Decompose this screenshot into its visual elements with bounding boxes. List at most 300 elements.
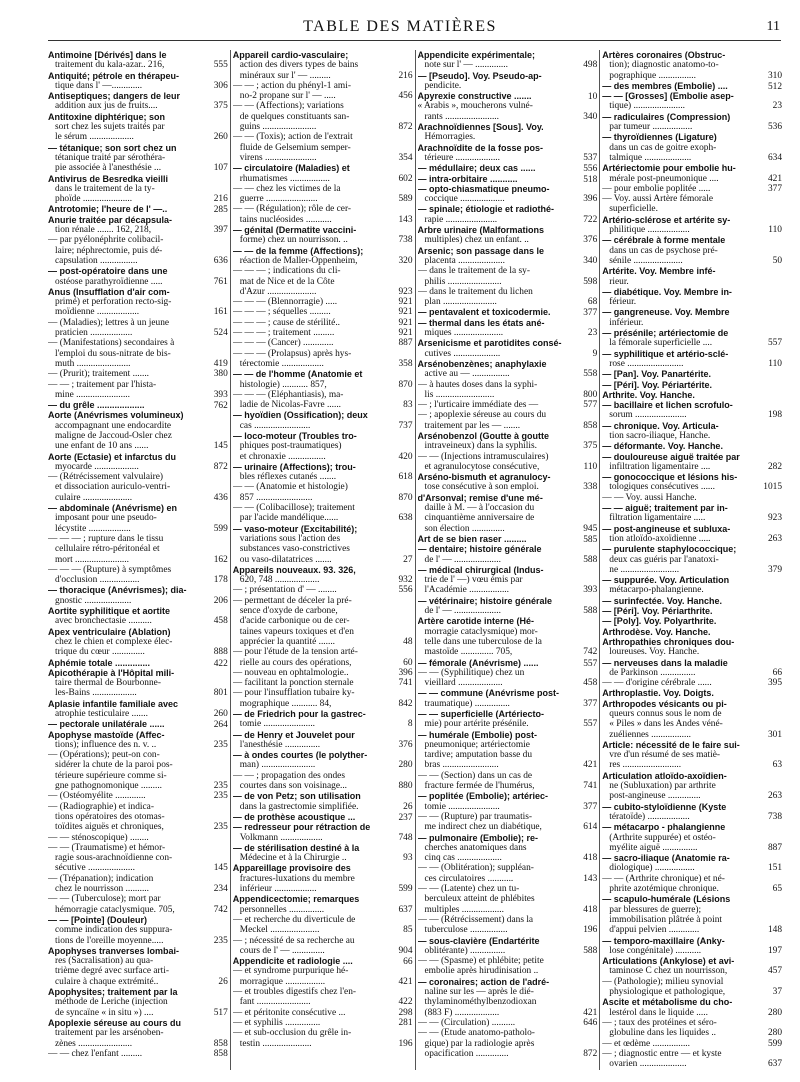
index-entry <box>418 81 598 91</box>
index-entry <box>48 431 228 441</box>
entry-text: — par pyélonéphrite colibacil- <box>48 235 164 246</box>
entry-text: — vaso-moteur (Excitabilité); <box>232 523 358 534</box>
index-entry <box>418 153 598 163</box>
index-entry <box>418 266 598 276</box>
index-entry <box>48 482 228 492</box>
entry-page: 151 <box>767 863 782 874</box>
index-entry <box>233 544 413 554</box>
entry-page: 60 <box>403 657 413 668</box>
index-entry <box>48 606 228 616</box>
index-entry <box>602 781 782 791</box>
entry-text: Apophyse mastoïde (Affec- <box>48 729 165 740</box>
entry-text: — — — (Blennorragie) ..... <box>232 297 338 308</box>
entry-page: 870 <box>398 379 413 390</box>
entry-text: coccique ................... <box>424 194 505 205</box>
entry-text: — [Péri]. Voy. Périarthrite. <box>602 606 713 617</box>
entry-text: note sur l' — .............. <box>424 60 508 71</box>
entry-text: naline sur les — après le dié- <box>424 987 534 998</box>
index-entry <box>418 606 598 616</box>
entry-text: courtes dans son voisinage... <box>239 781 348 792</box>
entry-text: opacification .............. <box>424 1048 509 1059</box>
index-entry <box>48 699 228 709</box>
entry-text: sort chez les sujets traités par <box>55 122 165 133</box>
entry-text: capsulation ................ <box>55 255 138 266</box>
entry-text: tardive; amputation basse du <box>424 750 533 761</box>
entry-page: 870 <box>398 492 413 503</box>
entry-page: 921 <box>398 317 413 328</box>
entry-text: — à ondes courtes (le polyther- <box>232 750 368 761</box>
entry-page: 722 <box>583 214 598 225</box>
entry-page: 393 <box>213 389 228 400</box>
entry-page: 377 <box>583 698 598 709</box>
index-entry <box>233 421 413 431</box>
index-entry <box>602 616 782 626</box>
index-entry <box>602 256 782 266</box>
index-entry <box>48 905 228 915</box>
entry-page: 306 <box>213 80 228 91</box>
entry-page: 260 <box>213 132 228 143</box>
index-entry <box>48 946 228 956</box>
entry-text: — [Péri]. Voy. Périartérite. <box>602 379 712 390</box>
entry-page: 10 <box>587 92 598 102</box>
entry-text: morragique ................. <box>239 976 326 987</box>
entry-text: guins ....................... <box>239 122 317 133</box>
index-entry <box>418 143 598 153</box>
entry-text: apprécier la quantité ....... <box>239 636 336 647</box>
entry-page: 762 <box>213 401 228 411</box>
index-entry <box>233 359 413 369</box>
entry-page: 419 <box>213 358 228 369</box>
index-entry <box>602 503 782 513</box>
index-entry <box>602 462 782 472</box>
index-entry <box>602 1028 782 1038</box>
entry-text: telle dans une tuberculose de la <box>424 636 542 647</box>
entry-text: Apophyses tranverses lombai- <box>48 945 180 956</box>
index-entry <box>418 122 598 132</box>
entry-text: — — — ; rupture dans le tissu <box>48 533 164 544</box>
index-entry <box>418 534 598 544</box>
index-entry <box>418 390 598 400</box>
index-entry <box>48 132 228 142</box>
index-entry <box>602 421 782 431</box>
entry-page: 198 <box>767 410 782 421</box>
index-entry <box>602 163 782 173</box>
index-entry <box>418 966 598 976</box>
entry-text: substances vaso-constrictives <box>239 544 350 555</box>
entry-text: — chronique. Voy. Articula- <box>602 420 719 431</box>
entry-page: 310 <box>767 70 782 81</box>
entry-page: 557 <box>583 719 598 730</box>
entry-text: Arsénobenzènes; anaphylaxie <box>417 358 547 369</box>
index-entry <box>233 699 413 709</box>
entry-text: et chronaxie ................ <box>239 451 326 462</box>
index-entry <box>233 606 413 616</box>
index-entry <box>418 802 598 812</box>
entry-text: — ; apoplexie séreuse au cours du <box>417 410 547 421</box>
entry-text: — (Manifestations) secondaires à <box>48 338 175 349</box>
entry-text: — et syndrome purpurique hé- <box>232 966 349 977</box>
entry-text: — circulatoire (Maladies) et <box>232 163 350 174</box>
entry-page: 377 <box>583 801 598 812</box>
index-entry <box>233 688 413 698</box>
index-entry <box>602 112 782 122</box>
entry-text: mat de Nice et de la Côte <box>239 276 335 287</box>
index-entry <box>418 771 598 781</box>
entry-text: la fémorale superficielle .... <box>609 338 713 349</box>
entry-text: cas ........................ <box>239 420 311 431</box>
index-entry <box>48 719 228 729</box>
entry-page: 888 <box>213 647 228 658</box>
entry-text: — surinfectée. Voy. Hanche. <box>602 595 722 606</box>
entry-text: pographique ................ <box>609 70 696 81</box>
index-entry <box>418 575 598 585</box>
index-entry <box>418 225 598 235</box>
index-entry <box>48 277 228 287</box>
index-entry <box>48 235 228 245</box>
entry-text: Appendicite expérimentale; <box>417 50 536 60</box>
index-entry <box>418 833 598 843</box>
entry-page: 577 <box>583 400 598 411</box>
index-entry <box>418 544 598 554</box>
entry-text: térieure ................... <box>424 152 500 163</box>
entry-text: fant ....................... <box>239 997 311 1008</box>
entry-text: — pentavalent et toxicodermie. <box>417 307 551 318</box>
entry-text: fracture fermée de l'humérus, <box>424 781 535 792</box>
entry-page: 858 <box>213 1038 228 1049</box>
entry-text: — médullaire; deux cas ...... <box>417 163 536 174</box>
entry-text: queurs connus sous le nom de <box>609 709 722 719</box>
entry-text: tion); diagnostic anatomo-to- <box>609 60 719 71</box>
entry-text: d'acide carbonique ou de cer- <box>239 616 350 627</box>
entry-text: pie associée à l'anesthésie ... <box>55 163 162 174</box>
entry-text: Antivirus de Besredka vieilli <box>48 173 169 184</box>
index-entry <box>233 380 413 390</box>
index-entry <box>48 802 228 812</box>
entry-text: ragie sous-arachnoïdienne con- <box>55 853 173 864</box>
entry-page: 148 <box>767 925 782 936</box>
entry-page: 1015 <box>763 482 782 493</box>
entry-page: 66 <box>772 667 782 678</box>
index-entry <box>233 277 413 287</box>
entry-text: — de stérilisation destiné à la <box>232 842 360 853</box>
entry-text: — ; présentation d' — ........ <box>232 585 337 596</box>
index-entry <box>418 462 598 472</box>
entry-text: — — (Circulation) .......... <box>417 1017 516 1028</box>
entry-page: 397 <box>213 225 228 236</box>
index-entry <box>602 307 782 317</box>
index-entry <box>233 925 413 935</box>
entry-text: sécutive .................... <box>55 863 135 874</box>
entry-page: 599 <box>767 1038 782 1049</box>
index-entry <box>418 565 598 575</box>
entry-text: tions opératoires des otomas- <box>55 811 165 822</box>
entry-text: lécystite .................. <box>55 523 131 534</box>
entry-text: vre d'un résumé de ses matiè- <box>609 750 721 761</box>
index-entry <box>48 71 228 81</box>
index-entry <box>48 215 228 225</box>
entry-page: 557 <box>767 338 782 349</box>
index-entry <box>48 936 228 946</box>
index-entry <box>602 740 782 750</box>
entry-text: Anurie traitée par décapsula- <box>48 214 173 225</box>
index-entry <box>233 441 413 451</box>
entry-text: — bacillaire et lichen scrofulo- <box>602 400 733 411</box>
entry-page: 375 <box>583 441 598 452</box>
entry-text: Article: nécessité de le faire sui- <box>602 739 740 750</box>
entry-text: — (Trépanation); indication <box>48 873 154 884</box>
index-entry <box>418 204 598 214</box>
entry-text: active au — ................ <box>424 369 510 380</box>
entry-text: — post-opératoire dans une <box>48 266 168 277</box>
entry-text: tose consécutive à son emploi. <box>424 482 539 493</box>
index-entry <box>48 369 228 379</box>
index-entry <box>48 112 228 122</box>
entry-text: l'anesthésie ............... <box>239 739 321 750</box>
entry-text: tologiques consécutives ...... <box>609 482 715 493</box>
index-entry <box>48 884 228 894</box>
entry-text: — (Radiographie) et indica- <box>48 801 154 812</box>
entry-page: 458 <box>583 678 598 689</box>
index-entry <box>602 966 782 976</box>
index-entry <box>48 658 228 668</box>
entry-page: 280 <box>398 760 413 771</box>
index-entry <box>233 565 413 575</box>
entry-page: 379 <box>767 564 782 575</box>
index-entry <box>418 740 598 750</box>
entry-text: ne ......................... <box>609 564 680 575</box>
index-entry <box>602 760 782 770</box>
index-entry <box>602 235 782 245</box>
index-entry <box>48 740 228 750</box>
entry-text: tains nucléosides ........... <box>239 214 332 225</box>
index-entry <box>602 894 782 904</box>
index-entry <box>48 174 228 184</box>
index-entry <box>233 822 413 832</box>
entry-page: 422 <box>213 658 228 668</box>
entry-text: taines vapeurs toxiques et d'en <box>239 626 354 637</box>
entry-text: Aorte (Ectasie) et infarctus du <box>48 451 177 462</box>
entry-text: Arthroplastie. Voy. Doigts. <box>602 688 714 699</box>
entry-page: 524 <box>213 328 228 339</box>
entry-text: — ; diagnostic entre — et kyste <box>602 1048 722 1059</box>
entry-text: — ; nécessité de sa recherche au <box>232 935 355 946</box>
entry-text: — thyroïdiennes (Ligature) <box>602 132 717 143</box>
index-entry <box>48 1049 228 1059</box>
entry-page: 216 <box>213 194 228 205</box>
entry-page: 377 <box>767 183 782 194</box>
entry-text: Antitoxine diphtérique; son <box>48 111 165 122</box>
entry-text: fluide de Gelsemium semper- <box>239 142 351 153</box>
index-entry <box>418 936 598 946</box>
entry-page: 418 <box>583 853 598 864</box>
entry-text: mine ....................... <box>55 389 130 400</box>
entry-page: 280 <box>767 1028 782 1039</box>
entry-page: 396 <box>583 194 598 205</box>
entry-page: 872 <box>398 122 413 133</box>
entry-text: placenta .................... <box>424 255 505 266</box>
entry-page: 458 <box>213 616 228 627</box>
entry-text: — thoracique (Anévrismes); dia- <box>48 585 187 596</box>
entry-text: traumatique) ............... <box>424 698 510 709</box>
entry-page: 237 <box>398 812 413 823</box>
entry-text: me indirect chez un diabétique, <box>424 822 542 833</box>
index-entry <box>418 513 598 523</box>
entry-text: (883 F) ................... <box>424 1007 500 1018</box>
entry-text: multiples .................. <box>424 904 504 915</box>
entry-page: 741 <box>583 781 598 792</box>
index-entry <box>233 668 413 678</box>
entry-text: — et syphilis ............... <box>232 1017 321 1028</box>
entry-page: 737 <box>398 420 413 431</box>
index-entry <box>418 441 598 451</box>
index-entry <box>233 462 413 472</box>
entry-text: Volkmann .................. <box>239 832 323 843</box>
entry-text: — nerveuses dans la maladie <box>602 657 728 668</box>
index-entry <box>602 184 782 194</box>
entry-text: muth ....................... <box>55 358 131 369</box>
entry-page: 235 <box>213 791 228 802</box>
entry-text: réaction de Maller-Oppenheim, <box>239 255 358 266</box>
index-entry <box>233 390 413 400</box>
entry-page: 65 <box>772 884 782 895</box>
entry-text: intraveineux) dans la syphilis. <box>424 441 537 452</box>
index-entry <box>418 719 598 729</box>
index-entry <box>48 256 228 266</box>
entry-text: traitement par les — ....... <box>424 420 521 431</box>
index-entry <box>418 503 598 513</box>
entry-text: toïdites aiguës et chroniques, <box>55 822 164 833</box>
index-entry <box>233 81 413 91</box>
entry-text: d'Azur ..................... <box>239 286 317 297</box>
entry-text: 620, 748 ................... <box>239 575 320 586</box>
entry-page: 263 <box>767 791 782 802</box>
index-entry <box>418 997 598 1007</box>
entry-text: ostéose parathyroïdienne ..... <box>55 276 163 287</box>
entry-text: vieillard ................... <box>424 678 503 689</box>
index-entry <box>602 637 782 647</box>
index-entry <box>602 60 782 70</box>
index-entry <box>233 719 413 729</box>
index-entry <box>48 544 228 554</box>
index-entry <box>418 853 598 863</box>
index-entry <box>418 843 598 853</box>
index-entry <box>233 266 413 276</box>
entry-text: — poplitée (Embolie); artériec- <box>417 791 549 802</box>
entry-text: Artère carotide interne (Hé- <box>417 616 535 627</box>
entry-text: dans un cas de goitre exoph- <box>609 142 717 153</box>
index-entry <box>418 421 598 431</box>
index-entry <box>602 771 782 781</box>
entry-page: 301 <box>767 729 782 740</box>
entry-page: 800 <box>583 389 598 400</box>
index-entry <box>602 441 782 451</box>
index-entry <box>233 997 413 1007</box>
entry-text: — — — (Cancer) ............. <box>232 338 334 349</box>
index-entry <box>48 668 228 678</box>
index-entry <box>602 452 782 462</box>
index-entry <box>48 730 228 740</box>
index-entry <box>233 400 413 410</box>
index-entry <box>233 647 413 657</box>
entry-text: Arséno-bismuth et agranulocy- <box>417 472 551 483</box>
index-entry <box>418 884 598 894</box>
entry-text: dans la gastrectomie simplifiée. <box>239 801 359 812</box>
index-entry <box>602 349 782 359</box>
entry-text: action des divers types de bains <box>239 60 359 71</box>
entry-text: — — (Latente) chez un tu- <box>417 884 520 895</box>
entry-text: tomie ...................... <box>239 719 316 730</box>
entry-text: Arthrite. Voy. Hanche. <box>602 389 695 400</box>
entry-text: lose congénitale) ........... <box>609 945 702 956</box>
index-entry <box>602 524 782 534</box>
entry-text: — pectorale unilatérale ...... <box>48 719 165 730</box>
index-entry <box>233 678 413 688</box>
entry-text: oblitérante) ............... <box>424 945 506 956</box>
entry-page: 85 <box>403 925 413 936</box>
entry-text: — — (Toxis); action de l'extrait <box>232 132 353 143</box>
entry-text: — [Poly]. Voy. Polyarthrite. <box>602 616 717 627</box>
entry-text: — de Henry et Jouvelet pour <box>232 729 355 740</box>
entry-text: praticien .................. <box>55 328 133 339</box>
index-entry <box>418 318 598 328</box>
index-entry <box>48 853 228 863</box>
entry-text: virens ...................... <box>239 152 317 163</box>
entry-text: Articulations (Ankylose) et avi- <box>602 956 735 967</box>
entry-text: — humérale (Embolie) post- <box>417 729 538 740</box>
index-entry <box>602 791 782 801</box>
index-entry <box>48 493 228 503</box>
index-entry <box>418 297 598 307</box>
index-entry <box>48 760 228 770</box>
index-entry <box>233 338 413 348</box>
index-entry <box>233 71 413 81</box>
entry-page: 602 <box>398 173 413 184</box>
index-entry <box>48 122 228 132</box>
entry-text: de Parkinson ............... <box>609 667 696 678</box>
index-column-3 <box>415 50 600 1070</box>
entry-text: — sacro-iliaque (Anatomie ra- <box>602 853 730 864</box>
index-entry <box>602 71 782 81</box>
entry-page: 396 <box>398 667 413 678</box>
entry-text: férieur. <box>609 297 637 308</box>
entry-page: 801 <box>213 688 228 699</box>
entry-text: Ascite et métabolisme du cho- <box>602 997 733 1008</box>
index-entry <box>418 184 598 194</box>
entry-page: 197 <box>767 945 782 956</box>
page-title: TABLE DES MATIÈRES <box>303 18 497 35</box>
index-entry <box>418 256 598 266</box>
entry-text: — radiculaires (Compression) <box>602 111 731 122</box>
entry-text: phoïde ..................... <box>55 194 133 205</box>
entry-page: 537 <box>583 152 598 163</box>
index-entry <box>48 555 228 565</box>
entry-text: gnostic .................... <box>55 595 132 606</box>
entry-text: Apicothérapie à l'Hôpital mili- <box>48 667 175 678</box>
entry-text: tion sacro-iliaque, Hanche. <box>609 430 711 441</box>
index-entry <box>48 627 228 637</box>
entry-page: 638 <box>398 513 413 524</box>
entry-text: no-2 propane sur l' — ..... <box>239 91 336 102</box>
entry-page: 264 <box>213 720 228 730</box>
index-entry <box>233 843 413 853</box>
entry-page: 393 <box>583 585 598 596</box>
entry-text: variations sous l'action des <box>239 533 341 544</box>
index-entry <box>602 81 782 91</box>
entry-text: — — (Section) dans un cas de <box>417 770 533 781</box>
entry-text: Apoplexie séreuse au cours du <box>48 1017 182 1028</box>
entry-text: Arthropodes vésicants ou pi- <box>602 698 727 709</box>
entry-text: zuéliennes ................. <box>609 729 692 740</box>
